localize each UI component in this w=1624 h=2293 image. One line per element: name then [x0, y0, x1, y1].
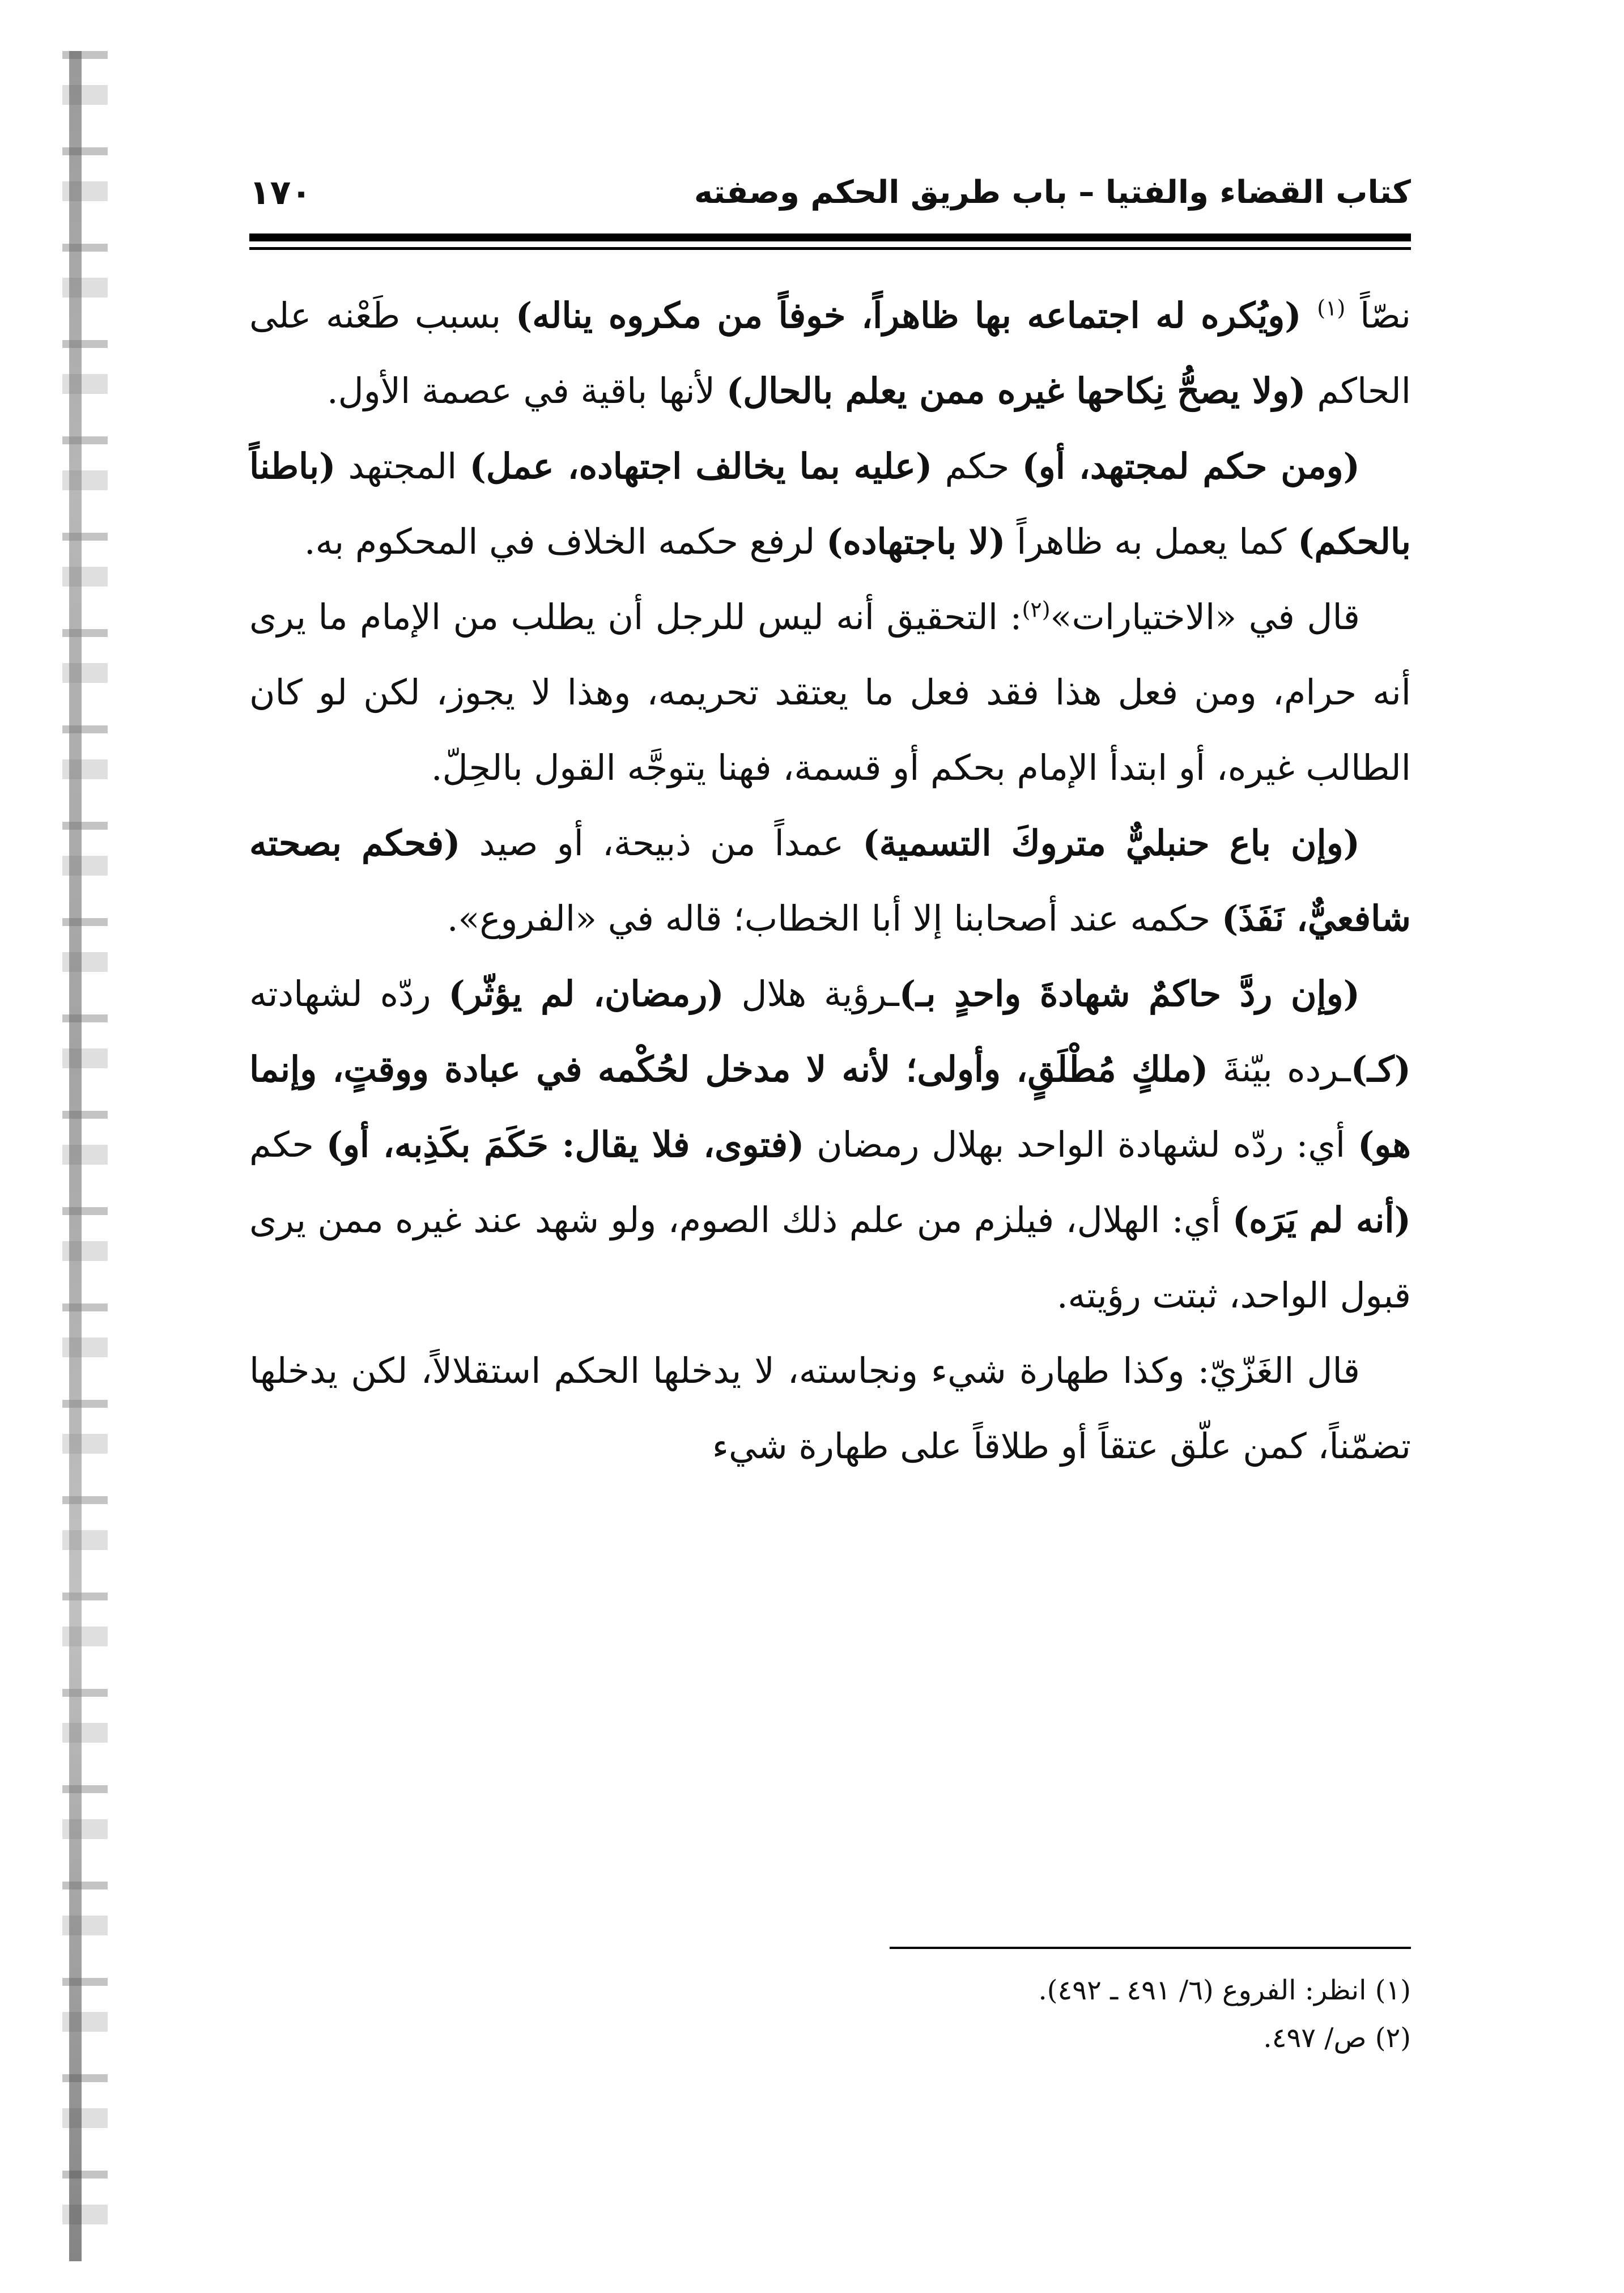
text-run: : التحقيق أنه ليس للرجل أن يطلب من الإمام ما يرى أنه حرام، ومن فعل هذا فقد فعل ما يعتقد تحريمه، وهذا لا يجوز، لكن لو كان الطالب غيره، أو ابتدأ الإمام بحكم أو قسمة، فهنا يتوجَّه القول بالحِلّ. — [249, 596, 1411, 788]
paragraph-2 — [249, 428, 1411, 579]
paragraph-1 — [249, 278, 1411, 428]
matn-run: (باطناً بالحكم) — [249, 445, 1411, 562]
paragraph-3 — [249, 579, 1411, 805]
matn-run: (وإن ردَّ حاكمٌ شهادةَ واحدٍ بـ) — [899, 973, 1360, 1014]
footnote-ref-2[interactable]: (٢) — [1022, 597, 1051, 622]
text-run: بسبب طَعْنه على الحاكم — [249, 295, 1411, 411]
text-run: حكم — [932, 445, 1022, 487]
matn-run: (عليه بما يخالف اجتهاده، عمل) — [469, 445, 933, 487]
matn-run: (ملكٍ مُطْلَقٍ، وأولى؛ لأنه لا مدخل لحُكْمه في عبادة ووقتٍ، وإنما هو) — [249, 1048, 1411, 1165]
text-run: حكم — [249, 1124, 326, 1165]
matn-run: (رمضان، لم يؤثّر) — [448, 973, 724, 1014]
text-run: ردّه لشهادته — [249, 973, 449, 1014]
matn-run: (فحكم بصحته شافعيٌّ، نَفَذَ) — [249, 822, 1411, 939]
text-run: لرفع حكمه الخلاف في المحكوم به. — [304, 521, 827, 562]
matn-run: (ومن حكم لمجتهد، أو) — [1022, 445, 1360, 487]
paragraph-4 — [249, 805, 1411, 956]
text-run: عمداً من ذبيحة، أو صيد — [460, 822, 863, 864]
matn-run: (وإن باع حنبليٌّ متروكَ التسمية) — [862, 822, 1360, 864]
footnote-1: (١) انظر: الفروع (٦/ ٤٩١ ـ ٤٩٢). — [1038, 1974, 1411, 2006]
footnotes — [249, 1967, 1411, 2062]
footnote-separator — [890, 1947, 1411, 1949]
header-rule-thin — [249, 247, 1411, 250]
header-rule-thick — [249, 233, 1411, 241]
page-header — [249, 164, 1411, 227]
matn-run: (كـ) — [1350, 1048, 1412, 1090]
paragraph-6 — [249, 1333, 1411, 1484]
scanned-binding-edge — [69, 51, 82, 2261]
text-run: أي: الهلال، فيلزم من علم ذلك الصوم، ولو شهد عند غيره ممن يرى قبول الواحد، ثبتت رؤيته. — [249, 1199, 1411, 1316]
body-text — [249, 278, 1411, 1484]
matn-run: (أنه لم يَرَه) — [1232, 1199, 1411, 1241]
paragraph-5 — [249, 956, 1411, 1333]
footnote-2: (٢) ص/ ٤٩٧. — [1263, 2022, 1411, 2054]
matn-run: (ويُكره له اجتماعه بها ظاهراً، خوفاً من مكروه يناله) — [515, 295, 1317, 336]
running-head: كتاب القضاء والفتيا – باب طريق الحكم وصفته — [694, 174, 1411, 211]
matn-run: (فتوى، فلا يقال: حَكَمَ بكَذِبه، أو) — [326, 1124, 805, 1165]
matn-run: (لا باجتهاده) — [826, 521, 1006, 562]
text-run: ـرؤية هلال — [724, 973, 899, 1014]
text-run: قال الغَزّيّ: وكذا طهارة شيء ونجاسته، لا يدخلها الحكم استقلالاً، لكن يدخلها تضمّناً، كمن علّق عتقاً أو طلاقاً على طهارة شيء — [249, 1350, 1411, 1467]
text-run: قال في «الاختيارات» — [1050, 596, 1360, 638]
text-run: ـرده بيّنةَ — [1208, 1048, 1351, 1090]
text-run: أي: ردّه لشهادة الواحد بهلال رمضان — [804, 1124, 1358, 1165]
footnote-ref-1[interactable]: (١) — [1317, 295, 1346, 321]
text-run: كما يعمل به ظاهراً — [1005, 521, 1298, 562]
text-run: لأنها باقية في عصمة الأول. — [326, 370, 726, 411]
matn-run: (ولا يصحُّ نِكاحها غيره ممن يعلم بالحال) — [726, 370, 1306, 411]
text-run: حكمه عند أصحابنا إلا أبا الخطاب؛ قاله في «الفروع». — [447, 898, 1222, 939]
text-run: نصّاً — [1345, 295, 1412, 336]
page-number: ١٧٠ — [249, 173, 312, 213]
text-run: المجتهد — [335, 445, 470, 487]
